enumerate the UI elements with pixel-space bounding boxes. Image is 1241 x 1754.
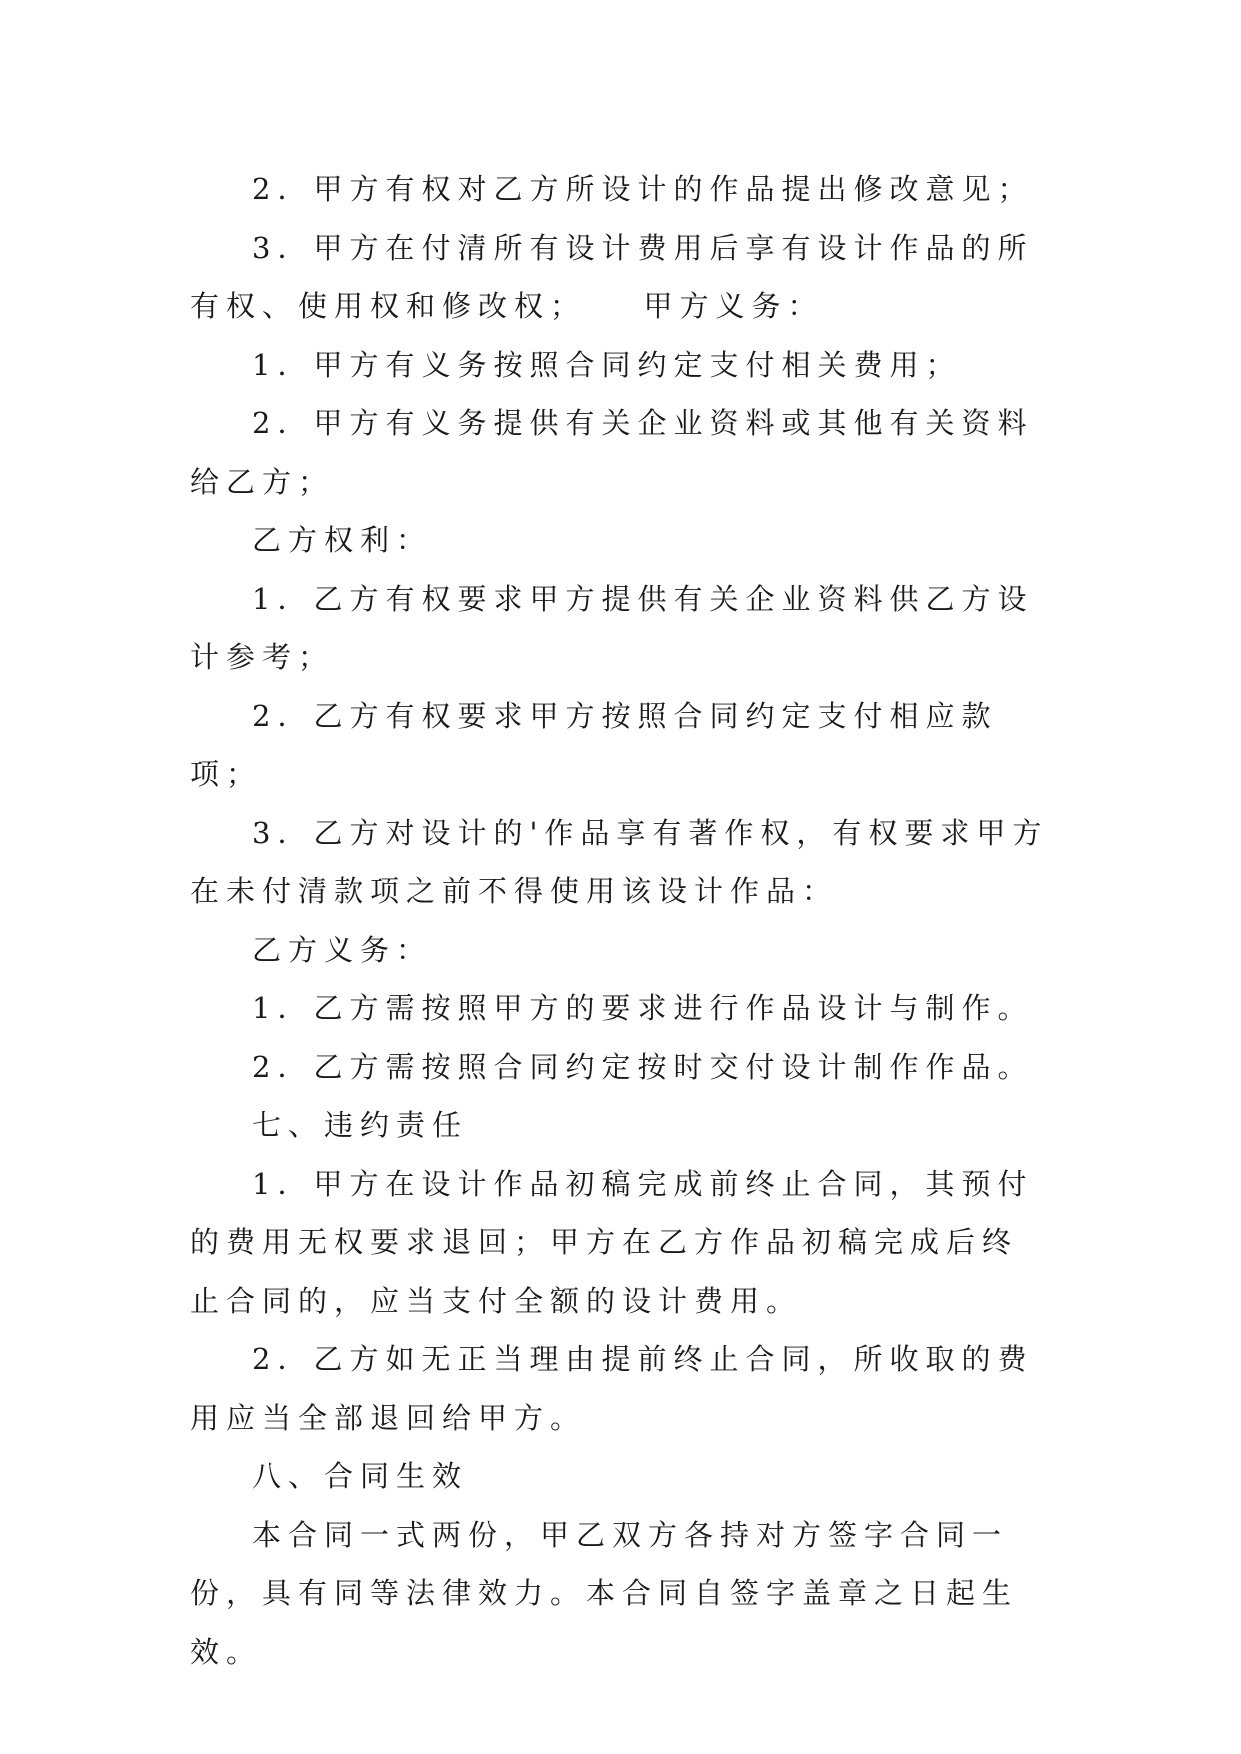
clause-party-b-right-2: 2．乙方有权要求甲方按照合同约定支付相应款项； bbox=[190, 698, 998, 791]
section-heading-liability: 七、违约责任 bbox=[252, 1108, 469, 1142]
clause-liability-1: 1．甲方在设计作品初稿完成前终止合同，其预付的费用无权要求退回；甲方在乙方作品初稿完成后终止合同的，应当支付全额的设计费用。 bbox=[190, 1166, 1034, 1318]
clause-effectiveness: 本合同一式两份，甲乙双方各持对方签字合同一份，具有同等法律效力。本合同自签字盖章之日起生效。 bbox=[190, 1517, 1019, 1669]
clause-liability-2: 2．乙方如无正当理由提前终止合同，所收取的费用应当全部退回给甲方。 bbox=[190, 1342, 1034, 1435]
heading-party-b-duties: 乙方义务： bbox=[252, 932, 433, 967]
clause-party-b-duty-1: 1．乙方需按照甲方的要求进行作品设计与制作。 bbox=[252, 991, 1034, 1025]
heading-party-b-rights: 乙方权利： bbox=[252, 523, 433, 557]
section-heading-effectiveness: 八、合同生效 bbox=[252, 1459, 469, 1493]
clause-party-b-right-3: 3．乙方对设计的'作品享有著作权，有权要求甲方在未付清款项之前不得使用该设计作品： bbox=[190, 815, 1049, 908]
clause-party-a-duty-1: 1．甲方有义务按照合同约定支付相关费用； bbox=[252, 347, 962, 382]
clause-party-b-duty-2: 2．乙方需按照合同约定按时交付设计制作作品。 bbox=[252, 1049, 1034, 1084]
document-body bbox=[190, 160, 1050, 1681]
clause-party-a-duty-2: 2．甲方有义务提供有关企业资料或其他有关资料给乙方； bbox=[190, 406, 1034, 499]
clause-party-b-right-1: 1．乙方有权要求甲方提供有关企业资料供乙方设计参考； bbox=[190, 581, 1034, 674]
clause-party-a-right-2: 2．甲方有权对乙方所设计的作品提出修改意见； bbox=[252, 172, 1034, 206]
clause-party-a-right-3: 3．甲方在付清所有设计费用后享有设计作品的所有权、使用权和修改权； 甲方义务： bbox=[190, 230, 1034, 323]
